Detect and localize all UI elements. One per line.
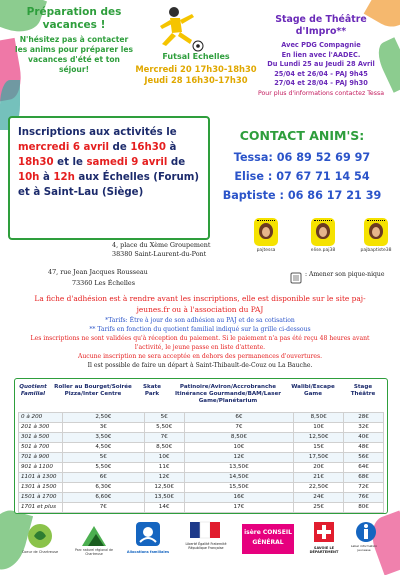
logo-republique-francaise: Liberté Égalité Fraternité République Française xyxy=(182,520,230,560)
price-cell: 6,60€ xyxy=(62,493,144,503)
logo-coeur-de-chartreuse: Coeur de Chartreuse xyxy=(20,520,60,560)
note-permanences: Aucune inscription ne sera acceptée en dehors des permanences d'ouvertures. xyxy=(77,353,323,360)
quotient-cell: 201 à 300 xyxy=(19,423,63,433)
note-quotient: ** Tarifs en fonction du quotient familial indiqué sur la grille ci-dessous xyxy=(89,326,311,333)
price-cell: 72€ xyxy=(344,483,384,493)
price-cell: 7€ xyxy=(184,423,294,433)
table-row xyxy=(19,423,384,433)
price-cell: 10€ xyxy=(184,443,294,453)
price-cell: 21€ xyxy=(294,473,344,483)
quotient-cell: 1701 et plus xyxy=(19,503,63,513)
picnic-icon xyxy=(290,269,302,281)
table-row xyxy=(19,493,384,503)
header-walibi: Walibi/Escape Game xyxy=(291,384,335,397)
futsal-block xyxy=(126,51,266,86)
table-row xyxy=(19,433,384,443)
price-cell: 10€ xyxy=(294,423,344,433)
price-cell: 15,50€ xyxy=(184,483,294,493)
picnic-label: : Amener son pique-nique xyxy=(305,271,385,278)
note-fiche: La fiche d'adhésion est à rendre avant les inscriptions, elle est disponible sur le site paj-jeunes.fr ou à l'association du PAJ xyxy=(34,294,366,314)
table-row xyxy=(19,443,384,453)
table-row xyxy=(19,473,384,483)
quotient-cell: 501 à 700 xyxy=(19,443,63,453)
theatre-line-2: En lien avec l'AADEC. xyxy=(281,50,361,59)
inscriptions-box xyxy=(8,116,210,240)
price-cell: 10€ xyxy=(144,453,184,463)
contact-title: CONTACT ANIM'S: xyxy=(239,128,365,143)
price-cell: 14€ xyxy=(144,503,184,513)
header-patinoire: Patinoire/Aviron/Accrobranche Itinérance Gourmande/BAM/Laser Game/Planétarium xyxy=(174,384,282,404)
footer-logos xyxy=(20,518,380,562)
header-theatre: Stage Théâtre xyxy=(350,384,376,397)
price-cell: 8,50€ xyxy=(144,443,184,453)
logo-information-jeunesse: Label information jeunesse xyxy=(354,520,382,560)
theatre-line-1: Avec PDG Compagnie xyxy=(281,41,361,49)
table-row xyxy=(19,453,384,463)
logo-parc-chartreuse: Parc naturel régional de Chartreuse xyxy=(74,520,114,560)
snapcode-baptiste[interactable] xyxy=(364,218,388,246)
price-cell: 6,30€ xyxy=(62,483,144,493)
price-cell: 3,50€ xyxy=(62,433,144,443)
price-cell: 13,50€ xyxy=(184,463,294,473)
price-cell: 6€ xyxy=(184,413,294,423)
futsal-line-1: Mercredi 20 17h30-18h30 xyxy=(135,64,257,74)
snapcode-elise[interactable] xyxy=(311,218,335,246)
theatre-line-5: 27/04 et 28/04 - PAJ 9h30 xyxy=(274,79,368,87)
tariff-table xyxy=(18,412,384,513)
price-cell: 2,50€ xyxy=(62,413,144,423)
price-cell: 68€ xyxy=(344,473,384,483)
contact-baptiste[interactable]: Baptiste : 06 86 17 21 39 xyxy=(222,189,382,202)
quotient-cell: 1301 à 1500 xyxy=(19,483,63,493)
price-cell: 8,50€ xyxy=(184,433,294,443)
price-cell: 28€ xyxy=(344,413,384,423)
quotient-cell: 701 à 900 xyxy=(19,453,63,463)
quotient-cell: 0 à 200 xyxy=(19,413,63,423)
price-cell: 17,50€ xyxy=(294,453,344,463)
soccer-player-icon xyxy=(152,6,204,52)
price-cell: 7€ xyxy=(62,503,144,513)
price-cell: 22,50€ xyxy=(294,483,344,493)
note-paiement: Les inscriptions ne sont validées qu'à réception du paiement. Si le paiement n'a pas été reçu 48 heures avant l'activité, le jeune passe en liste d'attente. xyxy=(30,335,370,351)
price-cell: 24€ xyxy=(294,493,344,503)
price-cell: 12,50€ xyxy=(294,433,344,443)
price-cell: 8,50€ xyxy=(294,413,344,423)
logo-savoie: SAVOIE LE DÉPARTEMENT xyxy=(304,520,344,560)
snap-label-baptiste: pajbaptiste38 xyxy=(360,248,392,253)
address-saint-laurent: 4, place du Xème Groupement 38380 Saint-Laurent-du-Pont xyxy=(112,241,211,258)
logo-isere: isère CONSEIL GÉNÉRAL xyxy=(242,524,294,558)
contact-tessa[interactable]: Tessa: 06 89 52 69 97 xyxy=(233,151,371,164)
snap-label-tessa: pajtessa xyxy=(256,248,276,253)
snap-label-elise: elise.paj38 xyxy=(310,248,336,253)
price-cell: 11€ xyxy=(144,463,184,473)
theatre-block xyxy=(254,14,388,98)
price-cell: 40€ xyxy=(344,433,384,443)
quotient-cell: 901 à 1100 xyxy=(19,463,63,473)
price-cell: 7€ xyxy=(144,433,184,443)
preparation-block xyxy=(14,6,134,75)
table-row xyxy=(19,463,384,473)
header-skate: Skate Park xyxy=(143,384,161,397)
price-cell: 76€ xyxy=(344,493,384,503)
price-cell: 12€ xyxy=(144,473,184,483)
price-cell: 4,50€ xyxy=(62,443,144,453)
futsal-line-2: Jeudi 28 16h30-17h30 xyxy=(144,75,248,85)
price-cell: 6€ xyxy=(62,473,144,483)
price-cell: 16€ xyxy=(184,493,294,503)
price-cell: 5,50€ xyxy=(144,423,184,433)
price-cell: 12,50€ xyxy=(144,483,184,493)
theatre-line-6: Pour plus d'informations contactez Tessa xyxy=(258,89,384,97)
price-cell: 32€ xyxy=(344,423,384,433)
price-cell: 13,50€ xyxy=(144,493,184,503)
price-cell: 3€ xyxy=(62,423,144,433)
price-cell: 14,50€ xyxy=(184,473,294,483)
logo-caf: Allocations familiales xyxy=(128,518,168,562)
price-cell: 80€ xyxy=(344,503,384,513)
futsal-title: Futsal Echelles xyxy=(162,52,230,61)
preparation-title: Préparation des vacances ! xyxy=(26,6,122,31)
address-les-echelles: 47, rue Jean Jacques Rousseau 73360 Les Échelles xyxy=(48,268,148,287)
price-cell: 5€ xyxy=(144,413,184,423)
header-roller: Roller au Bourget/Soirée Pizza/Inter Centre xyxy=(54,384,132,397)
header-quotient: Quotient Familial xyxy=(19,384,47,397)
preparation-text: N'hésitez pas à contacter les anims pour préparer les vacances d'été et ton séjour! xyxy=(14,35,134,74)
snapcode-tessa[interactable] xyxy=(254,218,278,246)
price-cell: 20€ xyxy=(294,463,344,473)
notes-block xyxy=(18,294,382,370)
theatre-line-4: 25/04 et 26/04 - PAJ 9h45 xyxy=(274,69,368,78)
price-cell: 25€ xyxy=(294,503,344,513)
contact-block xyxy=(208,128,396,205)
price-cell: 64€ xyxy=(344,463,384,473)
price-cell: 5,50€ xyxy=(62,463,144,473)
note-depart: Il est possible de faire un départ à Saint-Thibault-de-Couz ou La Bauche. xyxy=(87,362,313,369)
quotient-cell: 1101 à 1300 xyxy=(19,473,63,483)
theatre-title: Stage de Théâtre d'Impro** xyxy=(275,14,367,37)
price-cell: 56€ xyxy=(344,453,384,463)
table-row xyxy=(19,483,384,493)
price-cell: 5€ xyxy=(62,453,144,463)
table-row xyxy=(19,413,384,423)
price-cell: 48€ xyxy=(344,443,384,453)
price-cell: 15€ xyxy=(294,443,344,453)
note-tarifs: *Tarifs: Être à jour de son adhésion au PAJ et de sa cotisation xyxy=(105,317,295,324)
table-row xyxy=(19,503,384,513)
theatre-line-3: Du Lundi 25 au Jeudi 28 Avril xyxy=(267,60,375,68)
quotient-cell: 301 à 500 xyxy=(19,433,63,443)
quotient-cell: 1501 à 1700 xyxy=(19,493,63,503)
inscriptions-text: Inscriptions aux activités le mercredi 6 avril de 16h30 à 18h30 et le samedi 9 avril de 10h à 12h aux Échelles (Forum) et à Saint-Lau (Siège) xyxy=(18,127,200,198)
price-cell: 12€ xyxy=(184,453,294,463)
price-cell: 17€ xyxy=(184,503,294,513)
contact-elise[interactable]: Elise : 07 67 71 14 54 xyxy=(234,170,370,183)
